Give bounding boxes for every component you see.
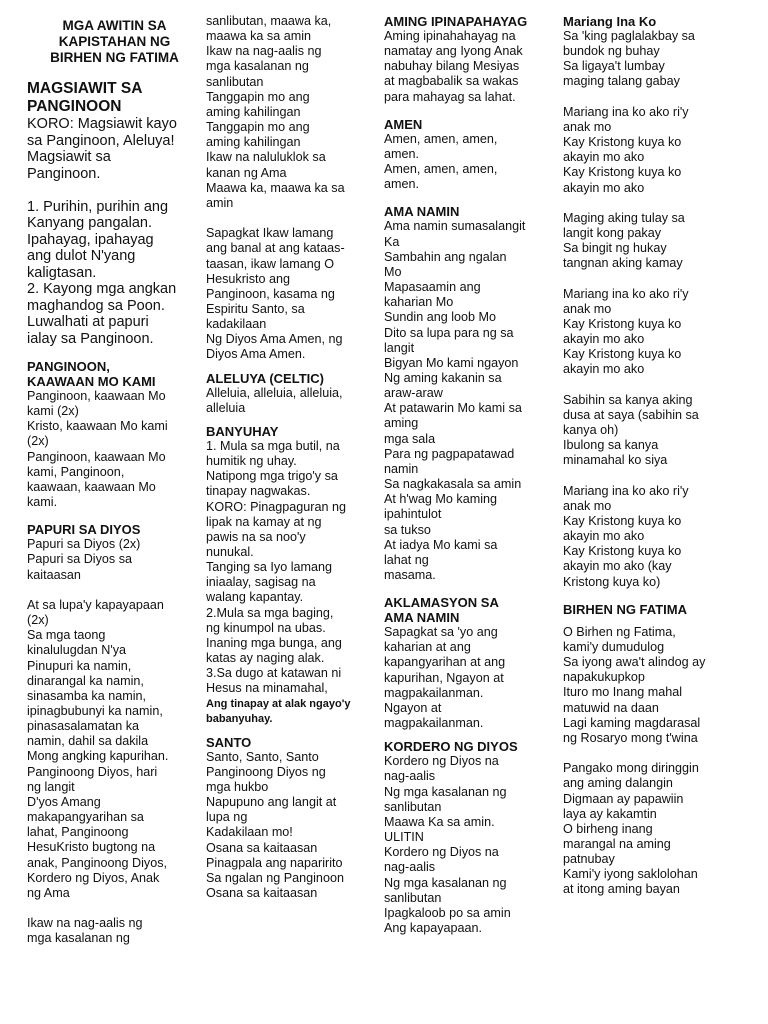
- lyrics-papuri-continued: sanlibutan, maawa ka, maawa ka sa amin Ikaw na nag-aalis ng mga kasalanan ng sanlibutan Tanggapin mo ang aming kahilingan Tanggapin mo ang aming kahilingan Ikaw na naluluklok sa kanan ng Ama Maawa ka, maawa ka sa amin Sapagkat Ikaw lamang ang banal at ang kataas- taasan, ikaw lamang O Hesukristo ang Panginoon, kasama ng Espiritu Santo, sa kadakilaan Ng Diyos Ama Amen, ng Diyos Ama Amen.: [206, 14, 345, 362]
- lyrics-papuri: Papuri sa Diyos (2x) Papuri sa Diyos sa kaitaasan At sa lupa'y kapayapaan (2x) Sa mga taong kinalulugdan N'ya Pinupuri ka namin, dinarangal ka namin, sinasamba ka namin, ipinagbubunyi ka namin, pinasasalamatan ka namin, dahil sa dakila Mong angking kapurihan. Panginoong Diyos, hari ng langit D'yos Amang makapangyarihan sa lahat, Panginoong HesuKristo bugtong na anak, Panginoong Diyos, Kordero ng Diyos, Anak ng Ama Ikaw na nag-aalis ng mga kasalanan ng: [27, 537, 169, 946]
- lyrics-birhen: O Birhen ng Fatima, kami'y dumudulog Sa iyong awa't alindog ay napakukupkop Ituro mo Inang mahal matuwid na daan Lagi kaming magdarasal ng Rosaryo mong t'wina Pangako mong diringgin ang aming dalangin Digmaan ay papawiin laya ay kakamtin O birheng inang marangal na aming patnubay Kami'y iyong saklolohan at itong aming bayan: [563, 624, 706, 897]
- section-title-mariang-ina: Mariang Ina Ko: [563, 14, 657, 29]
- column-1: [27, 14, 202, 946]
- section-title-kaawaan: PANGINOON, KAAWAAN MO KAMI: [27, 359, 156, 389]
- lyrics-ama-namin: Ama namin sumasalangit Ka Sambahin ang ngalan Mo Mapasaamin ang kaharian Mo Sundin ang loob Mo Dito sa lupa para ng sa langit Bigyan Mo kami ngayon Ng aming kakanin sa araw-araw At patawarin Mo kami sa aming mga sala Para ng pagpapatawad namin Sa nagkakasala sa amin At h'wag Mo kaming ipahintulot sa tukso At iadya Mo kami sa lahat ng masama.: [384, 219, 526, 582]
- lyrics-mariang-ina: Sa 'king paglalakbay sa bundok ng buhay Sa ligaya't lumbay maging talang gabay Mariang ina ko ako ri'y anak mo Kay Kristong kuya ko akayin mo ako Kay Kristong kuya ko akayin mo ako Maging aking tulay sa langit kong pakay Sa bingit ng hukay tangnan aking kamay Mariang ina ko ako ri'y anak mo Kay Kristong kuya ko akayin mo ako Kay Kristong kuya ko akayin mo ako Sabihin sa kanya aking dusa at saya (sabihin sa kanya oh) Ibulong sa kanya minamahal ko siya Mariang ina ko ako ri'y anak mo Kay Kristong kuya ko akayin mo ako Kay Kristong kuya ko akayin mo ako (kay Kristong kuya ko): [563, 29, 699, 589]
- section-title-papuri: PAPURI SA DIYOS: [27, 522, 141, 538]
- section-title-kordero: KORDERO NG DIYOS: [384, 739, 518, 755]
- lyrics-banyuhay-note: Ang tinapay at alak ngayo'y babanyuhay.: [206, 697, 351, 725]
- lyrics-kordero: Kordero ng Diyos na nag-aalis Ng mga kasalanan ng sanlibutan Maawa Ka sa amin. ULITIN Kordero ng Diyos na nag-aalis Ng mga kasalanan ng sanlibutan Ipagkaloob po sa amin Ang kapayapaan.: [384, 754, 511, 935]
- section-title-birhen: BIRHEN NG FATIMA: [563, 601, 687, 617]
- lyrics-magsiawit: KORO: Magsiawit kayo sa Panginoon, Aleluya! Magsiawit sa Panginoon. 1. Purihin, purihin ang Kanyang pangalan. Ipahayag, ipahayag ang dulot N'yang kaligtasan. 2. Kayong mga angkan maghandog sa Poon. Luwalhati at papuri ialay sa Panginoon.: [27, 116, 177, 347]
- booklet-title: MGA AWITIN SA KAPISTAHAN NG BIRHEN NG FATIMA: [50, 18, 179, 65]
- lyrics-amen: Amen, amen, amen, amen. Amen, amen, amen, amen.: [384, 131, 498, 192]
- lyrics-banyuhay: 1. Mula sa mga butil, na humitik ng uhay. Natipong mga trigo'y sa tinapay nagwakas. KORO: Pinagpaguran ng lipak na kamay at ng pawis na sa noo'y nunukal. Tanging sa Iyo lamang iniaalay, sagisag na walang kapantay. 2.Mula sa mga baging, ng kinumpol na ubas. Inaning mga bunga, ang katas ay naging alak. 3.Sa dugo at katawan ni Hesus na minamahal,: [206, 438, 347, 696]
- lyrics-kaawaan: Panginoon, kaawaan Mo kami (2x) Kristo, kaawaan Mo kami (2x) Panginoon, kaawaan Mo kami, Panginoon, kaawaan, kaawaan Mo kami.: [27, 389, 168, 510]
- section-title-ipinapahayag: AMING IPINAPAHAYAG: [384, 14, 528, 29]
- section-title-amen: AMEN: [384, 116, 423, 132]
- section-title-banyuhay: BANYUHAY: [206, 423, 279, 439]
- column-4: [563, 14, 759, 898]
- lyrics-aleluya: Alleluia, alleluia, alleluia, alleluia: [206, 385, 343, 415]
- lyrics-santo: Santo, Santo, Santo Panginoong Diyos ng mga hukbo Napupuno ang langit at lupa ng Kadakilaan mo! Osana sa kaitaasan Pinagpala ang naparirito Sa ngalan ng Panginoon Osana sa kaitaasan: [206, 749, 344, 900]
- section-title-magsiawit: MAGSIAWIT SA PANGINOON: [27, 80, 143, 115]
- lyrics-ipinapahayag: Aming ipinahahayag na namatay ang Iyong Anak nabuhay bilang Mesiyas at magbabalik sa wakas para mahayag sa lahat.: [384, 29, 523, 104]
- section-title-aleluya: ALELUYA (CELTIC): [206, 370, 324, 386]
- section-title-aklamasyon: AKLAMASYON SA AMA NAMIN: [384, 595, 499, 626]
- section-title-ama-namin: AMA NAMIN: [384, 204, 460, 220]
- lyrics-aklamasyon: Sapagkat sa 'yo ang kaharian at ang kapangyarihan at ang kapurihan, Ngayon at magpakailanman. Ngayon at magpakailanman.: [384, 625, 506, 731]
- section-title-santo: SANTO: [206, 734, 252, 750]
- column-3: [384, 14, 558, 936]
- column-2: [206, 14, 376, 901]
